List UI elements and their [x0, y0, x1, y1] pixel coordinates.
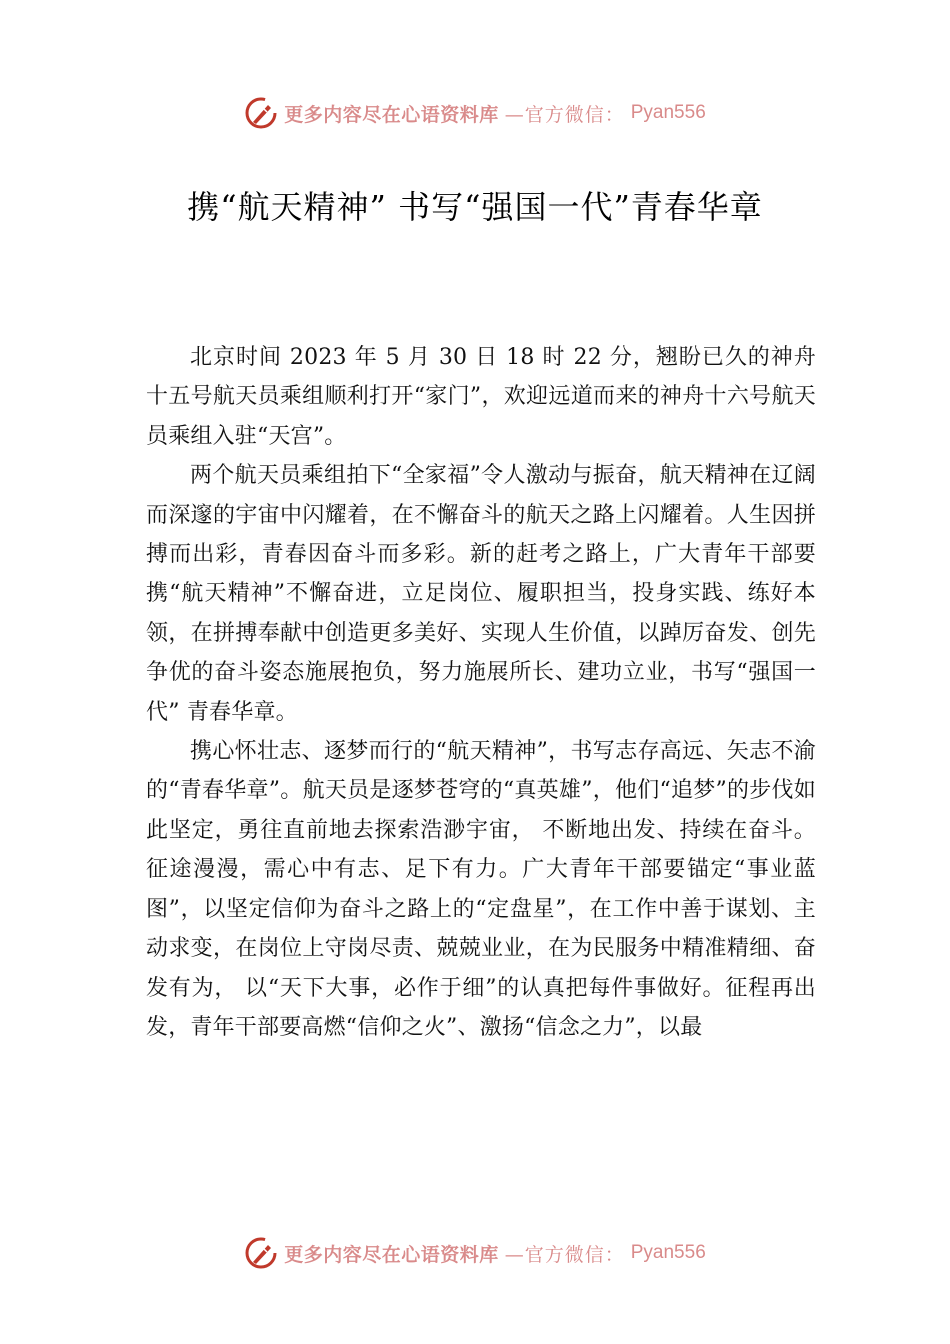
- paragraph-2: 两个航天员乘组拍下“全家福”令人激动与振奋，航天精神在辽阔而深邃的宇宙中闪耀着，在不懈奋斗的航天之路上闪耀着。人生因拼搏而出彩，青春因奋斗而多彩。新的赶考之路上，广大青年干部要携“航天精神”不懈奋进，立足岗位、履职担当，投身实践、练好本领，在拼搏奉献中创造更多美好、实现人生价值，以踔厉奋发、创先争优的奋斗姿态施展抱负，努力施展所长、建功立业，书写“强国一代” 青春华章。: [146, 463, 816, 725]
- banner-main-text: 更多内容尽在心语资料库: [284, 103, 499, 126]
- banner-sub-text: —官方微信：: [504, 103, 625, 126]
- banner-sub-text: —官方微信：: [504, 1243, 625, 1266]
- quill-pen-logo-icon: [244, 96, 278, 130]
- paragraph-1: 北京时间 2023 年 5 月 30 日 18 时 22 分，翘盼已久的神舟十五号航天员乘组顺利打开“家门”，欢迎远道而来的神舟十六号航天员乘组入驻“天宫”。: [146, 345, 816, 449]
- banner-wechat-id: Pyan556: [630, 1242, 706, 1263]
- article-body: [146, 338, 816, 1047]
- footer-banner: [0, 1236, 950, 1270]
- header-banner: [0, 96, 950, 130]
- banner-main-text: 更多内容尽在心语资料库: [284, 1243, 499, 1266]
- quill-pen-logo-icon: [244, 1236, 278, 1270]
- banner-wechat-id: Pyan556: [630, 102, 706, 123]
- document-title: 携“航天精神” 书写“强国一代”青春华章: [187, 188, 763, 226]
- paragraph-3: 携心怀壮志、逐梦而行的“航天精神”，书写志存高远、矢志不渝的“青春华章”。航天员是逐梦苍穹的“真英雄”，他们“追梦”的步伐如此坚定，勇往直前地去探索浩渺宇宙， 不断地出发、持续在奋斗。征途漫漫，需心中有志、足下有力。广大青年干部要锚定“事业蓝图”，以坚定信仰为奋斗之路上的“定盘星”，在工作中善于谋划、主动求变，在岗位上守岗尽责、兢兢业业，在为民服务中精准精细、奋发有为， 以“天下大事，必作于细”的认真把每件事做好。征程再出发，青年干部要高燃“信仰之火”、激扬“信念之力”，以最: [146, 739, 816, 1040]
